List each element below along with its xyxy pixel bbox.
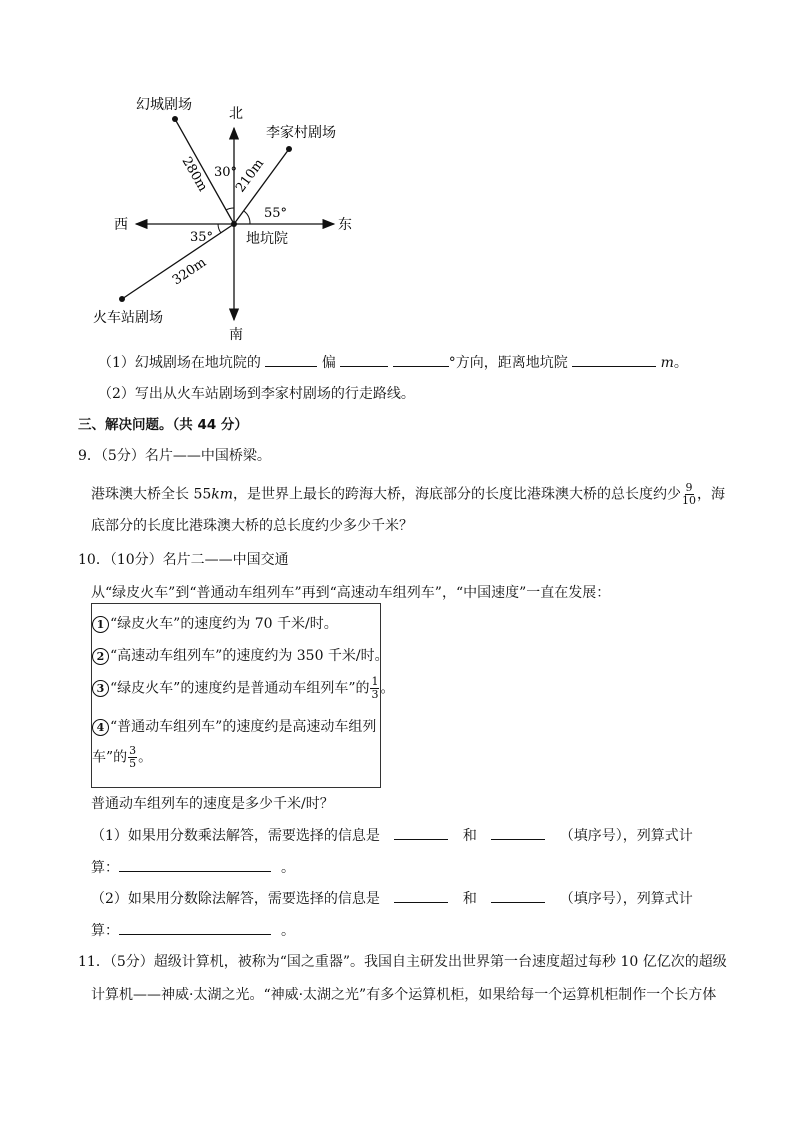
blank-p2-info-a[interactable] [394,888,448,903]
label-west: 西 [114,217,128,233]
circle-number-1: 1 [92,616,109,633]
blank-p2-info-b[interactable] [491,888,545,903]
q8-part1: （1）幻城剧场在地坑院的 偏 °方向，距离地坑院 m。 [98,352,688,372]
circle-number-2: 2 [92,648,109,665]
blank-p1-calc[interactable] [119,857,271,872]
label-east: 东 [338,217,352,233]
angle-30: 30° [214,165,238,180]
info-box [91,603,395,788]
blank-angle[interactable] [393,352,449,367]
arc-30 [226,208,234,210]
label-huancheng: 幻城剧场 [136,97,192,113]
label-south: 南 [229,327,243,343]
q8-part2: （2）写出从火车站剧场到李家村剧场的行走路线。 [98,386,415,402]
info-3: 3 “绿皮火车”的速度约是普通动车组列车”的 $\frac{1}{3}$ 。 [92,676,394,701]
q9-header: 9．（5分）名片——中国桥梁。 [78,448,271,464]
arc-55 [244,211,250,224]
blank-p1-info-a[interactable] [394,825,448,840]
info-1: 1 “绿皮火车”的速度约为 70 千米/时。 [92,613,338,633]
blank-distance[interactable] [572,352,656,367]
center-dot [231,221,237,227]
q9-line1: 港珠澳大桥全长 55km，是世界上最长的跨海大桥，海底部分的长度比港珠澳大桥的总长度约少 $\frac{9}{10}$ ，海 [91,481,726,507]
info-4-cont: 车”的 $\frac{3}{5}$ 。 [92,744,153,770]
arc-35 [218,224,221,233]
info-2: 2 “高速动车组列车”的速度约为 350 千米/时。 [92,645,389,665]
label-north: 北 [229,106,243,122]
section-title: 三、解决问题。（共 44 分） [78,417,248,433]
dist-huancheng: 280m [178,154,211,195]
blank-direction-2[interactable] [340,352,388,367]
lijiacun-dot [286,146,292,152]
info-4: 4 “普通动车组列车”的速度约是高速动车组列 [92,716,376,736]
blank-direction-1[interactable] [265,352,317,367]
q10-header: 10．（10分）名片二——中国交通 [78,552,289,568]
station-dot [119,296,125,302]
blank-p2-calc[interactable] [119,920,271,935]
q10-part2-calc: 算： 。 [91,920,295,940]
q9-fraction: $\frac{9}{10}$ [682,481,697,507]
dist-lijiacun: 210m [233,156,268,196]
label-lijiacun: 李家村剧场 [266,125,336,141]
info3-fraction: $\frac{1}{3}$ [371,675,379,701]
angle-35: 35° [190,230,214,245]
q10-part2: （2）如果用分数除法解答，需要选择的信息是 和 （填序号），列算式计 [91,888,693,908]
info4-fraction: $\frac{3}{5}$ [129,744,137,770]
q10-intro: 从“绿皮火车”到“普通动车组列车”再到“高速动车组列车”，“中国速度”一直在发展： [91,585,611,601]
blank-p1-info-b[interactable] [491,825,545,840]
label-station: 火车站剧场 [93,310,163,326]
angle-55: 55° [264,206,288,221]
q9-line2: 底部分的长度比港珠澳大桥的总长度约少多少千米？ [91,518,413,534]
dist-station: 320m [169,255,210,289]
label-center: 地坑院 [246,231,288,247]
q11-line2: 计算机——神威·太湖之光。“神威·太湖之光”有多个运算机柜，如果给每一个运算机柜制作一个长方体 [91,987,717,1003]
q10-part1-calc: 算： 。 [91,857,295,877]
q10-part1: （1）如果用分数乘法解答，需要选择的信息是 和 （填序号），列算式计 [91,825,693,845]
circle-number-3: 3 [92,680,109,697]
q10-question: 普通动车组列车的速度是多少千米/时？ [91,796,334,812]
q11-line1: 11．（5分）超级计算机，被称为“国之重器”。我国自主研发出世界第一台速度超过每秒 10 亿亿次的超级 [78,954,727,970]
direction-diagram [0,0,794,350]
huancheng-dot [172,116,178,122]
circle-number-4: 4 [92,719,109,736]
